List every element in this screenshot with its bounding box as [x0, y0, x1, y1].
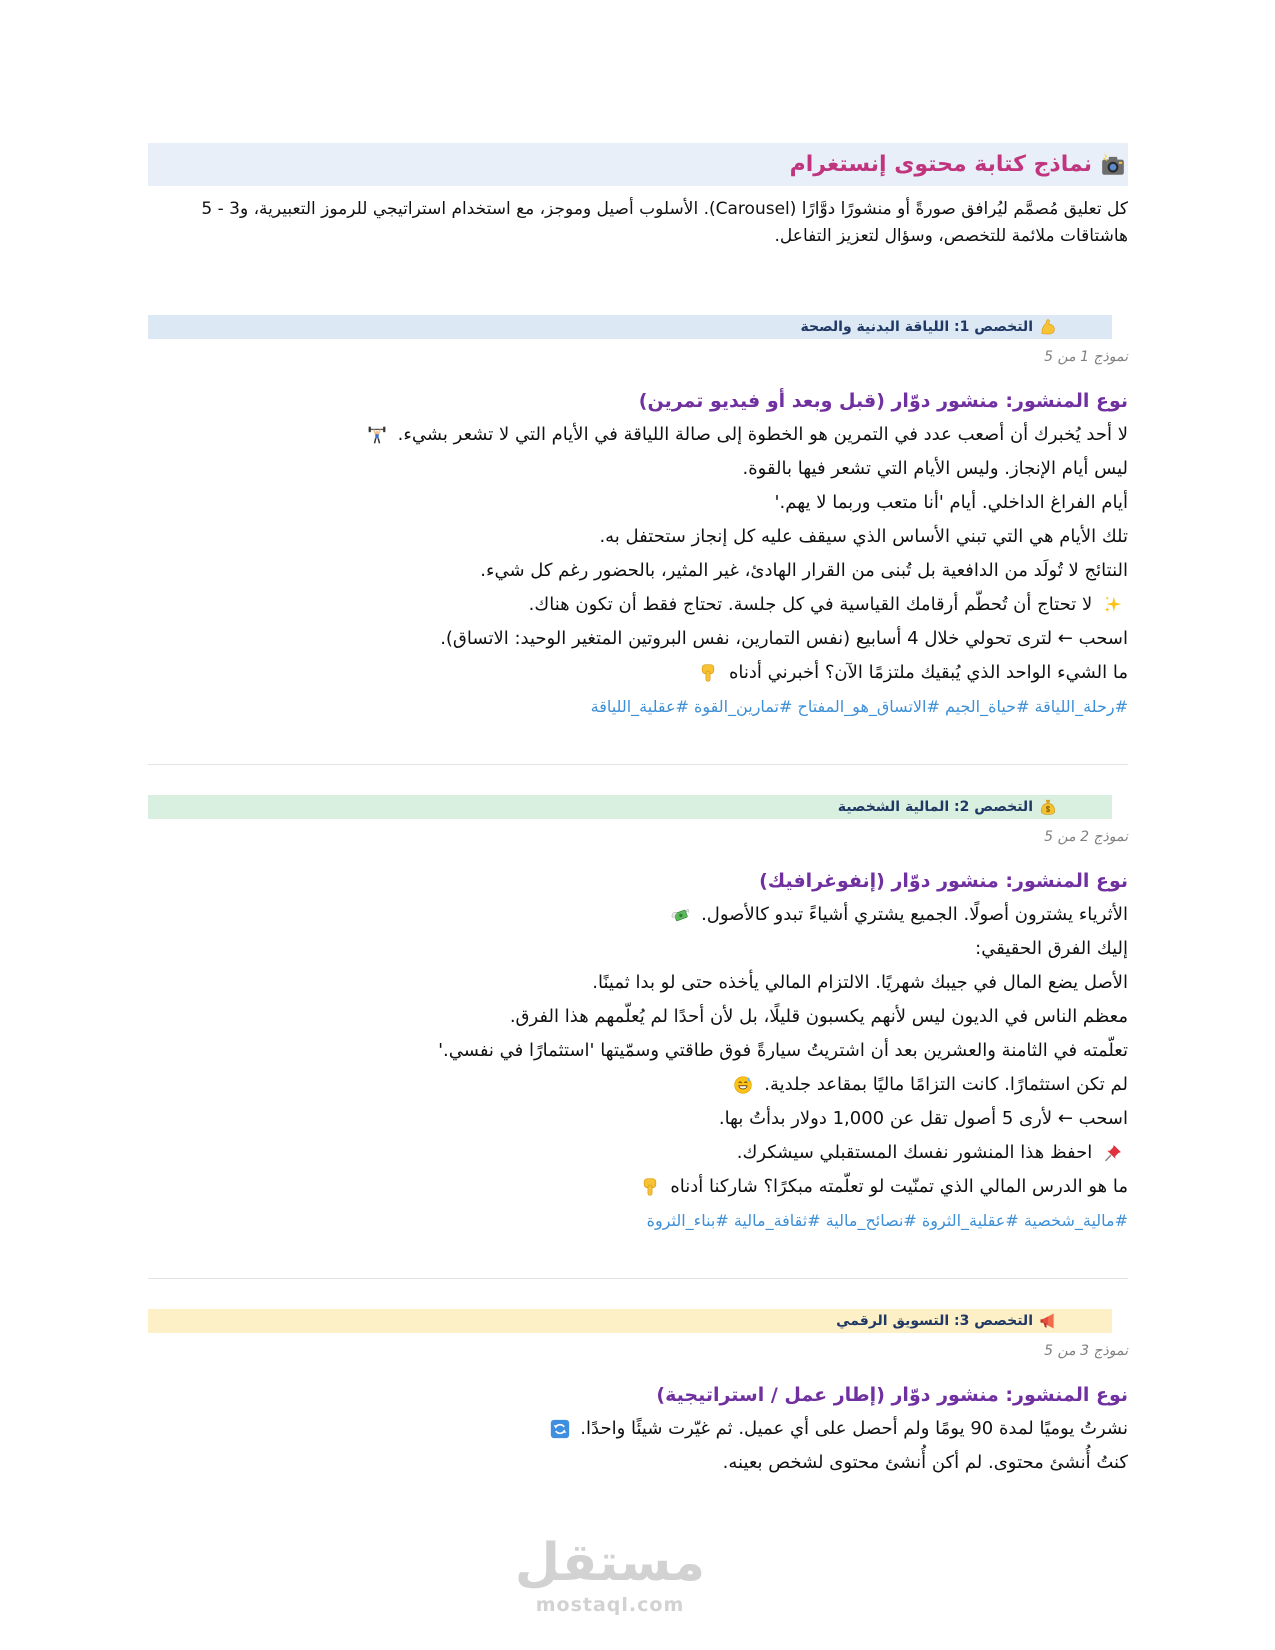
caption-text: تلك الأيام هي التي تبني الأساس الذي سيقف عليه كل إنجاز ستحتفل به.	[599, 526, 1128, 547]
caption-line	[148, 1102, 1128, 1136]
caption-text: لا تحتاج أن تُحطّم أرقامك القياسية في كل جلسة. تحتاج فقط أن تكون هناك.	[528, 594, 1093, 615]
caption-text: تعلّمته في الثامنة والعشرين بعد أن اشتريتُ سيارةً فوق طاقتي وسمّيتها 'استثمارًا في نفسي.'	[438, 1040, 1128, 1061]
caption-line	[148, 520, 1128, 554]
caption-text: احفظ هذا المنشور نفسك المستقبلي سيشكرك.	[736, 1142, 1093, 1163]
caption-line	[148, 1170, 1128, 1204]
caption-line	[148, 1446, 1128, 1480]
money-with-wings-icon	[670, 905, 690, 925]
caption-line	[148, 622, 1128, 656]
caption-text: ليس أيام الإنجاز. وليس الأيام التي تشعر فيها بالقوة.	[742, 458, 1128, 479]
page-title: نماذج كتابة محتوى إنستغرام	[789, 152, 1092, 177]
caption-text: الأصل يضع المال في جيبك شهريًا. الالتزام المالي يأخذه حتى لو بدا ثمينًا.	[592, 972, 1128, 993]
caption-line	[148, 656, 1128, 690]
caption-line	[148, 966, 1128, 1000]
caption-line	[148, 554, 1128, 588]
section-divider	[148, 764, 1128, 765]
watermark-logo-text: مستقل	[514, 1533, 706, 1593]
section-header-label: التخصص 2: المالية الشخصية	[837, 799, 1033, 815]
caption-text: الأثرياء يشترون أصولًا. الجميع يشتري أشياءً تبدو كالأصول.	[701, 904, 1128, 925]
caption-line	[148, 418, 1128, 452]
money-bag-icon	[1039, 798, 1057, 816]
watermark-domain: mostaql.com	[535, 1594, 685, 1616]
sample-label: نموذج 2 من 5	[1044, 829, 1128, 845]
caption-line	[148, 588, 1128, 622]
section-divider	[148, 1278, 1128, 1279]
caption-text: لا أحد يُخبرك أن أصعب عدد في التمرين هو الخطوة إلى صالة اللياقة في الأيام التي لا تشعر بشيء.	[397, 424, 1128, 445]
caption-text: اسحب ← لترى تحولي خلال 4 أسابيع (نفس التمارين، نفس البروتين المتغير الوحيد: الاتساق).	[440, 628, 1128, 649]
document-body	[148, 143, 1128, 1480]
caption-text: كنتُ أُنشئ محتوى. لم أكن أُنشئ محتوى لشخص بعينه.	[722, 1452, 1128, 1473]
pointing-down-icon	[698, 663, 718, 683]
post-type: نوع المنشور: منشور دوّار (إطار عمل / استراتيجية)	[656, 1384, 1128, 1406]
post-type: نوع المنشور: منشور دوّار (قبل وبعد أو فيديو تمرين)	[638, 390, 1128, 412]
sample-label: نموذج 3 من 5	[1044, 1343, 1128, 1359]
flexed-biceps-icon	[1039, 318, 1057, 336]
caption-text: لم تكن استثمارًا. كانت التزامًا ماليًا بمقاعد جلدية.	[764, 1074, 1128, 1095]
sparkles-icon	[1103, 595, 1123, 615]
caption-line	[148, 1412, 1128, 1446]
section-digital-marketing	[148, 1309, 1128, 1480]
section-fitness	[148, 315, 1128, 724]
sample-label: نموذج 1 من 5	[1044, 349, 1128, 365]
caption-text: اسحب ← لأرى 5 أصول تقل عن 1,000 دولار بدأتُ بها.	[718, 1108, 1128, 1129]
caption-line	[148, 1000, 1128, 1034]
camera-with-flash-icon	[1100, 152, 1126, 178]
caption-text: إليك الفرق الحقيقي:	[975, 938, 1128, 959]
post-type: نوع المنشور: منشور دوّار (إنفوغرافيك)	[759, 870, 1128, 892]
section-header-label: التخصص 1: اللياقة البدنية والصحة	[800, 319, 1033, 335]
caption-line	[148, 932, 1128, 966]
section-header-label: التخصص 3: التسويق الرقمي	[836, 1313, 1033, 1329]
caption-line	[148, 1034, 1128, 1068]
caption-text: معظم الناس في الديون ليس لأنهم يكسبون قليلًا، بل لأن أحدًا لم يُعلّمهم هذا الفرق.	[509, 1006, 1128, 1027]
caption-line	[148, 898, 1128, 932]
mostaql-watermark	[460, 1532, 760, 1616]
caption-text: نشرتُ يوميًا لمدة 90 يومًا ولم أحصل على أي عميل. ثم غيّرت شيئًا واحدًا.	[580, 1418, 1128, 1439]
caption-line	[148, 1136, 1128, 1170]
page-title-bar	[148, 143, 1128, 186]
caption-text: النتائج لا تُولَد من الدافعية بل تُبنى من القرار الهادئ، غير المثير، بالحضور رغم كل شيء.	[480, 560, 1128, 581]
counterclockwise-arrows-icon	[550, 1419, 570, 1439]
intro-paragraph: كل تعليق مُصمَّم ليُرافق صورةً أو منشورًا دوَّارًا (Carousel). الأسلوب أصيل وموجز، مع استخدام استراتيجي للرموز التعبيرية، و3 - 5 هاشتاقات ملائمة للتخصص، وسؤال لتعزيز التفاعل.	[201, 199, 1128, 246]
weightlifter-icon	[367, 425, 387, 445]
hashtags: #رحلة_اللياقة #حياة_الجيم #الاتساق_هو_المفتاح #تمارين_القوة #عقلية_اللياقة	[590, 697, 1128, 716]
section-personal-finance	[148, 795, 1128, 1238]
caption-line	[148, 1068, 1128, 1102]
hashtags: #مالية_شخصية #عقلية_الثروة #نصائح_مالية #ثقافة_مالية #بناء_الثروة	[646, 1211, 1128, 1230]
caption-text: أيام الفراغ الداخلي. أيام 'أنا متعب وربما لا يهم.'	[774, 492, 1128, 513]
caption-line	[148, 486, 1128, 520]
section-header	[148, 1309, 1112, 1333]
caption-text: ما الشيء الواحد الذي يُبقيك ملتزمًا الآن؟ أخبرني أدناه	[728, 662, 1128, 683]
caption-line	[148, 452, 1128, 486]
grinning-sweat-icon	[733, 1075, 753, 1095]
pushpin-icon	[1103, 1143, 1123, 1163]
section-header	[148, 315, 1112, 339]
megaphone-icon	[1039, 1312, 1057, 1330]
caption-text: ما هو الدرس المالي الذي تمنّيت لو تعلّمته مبكرًا؟ شاركنا أدناه	[670, 1176, 1128, 1197]
section-header	[148, 795, 1112, 819]
pointing-down-icon	[640, 1177, 660, 1197]
